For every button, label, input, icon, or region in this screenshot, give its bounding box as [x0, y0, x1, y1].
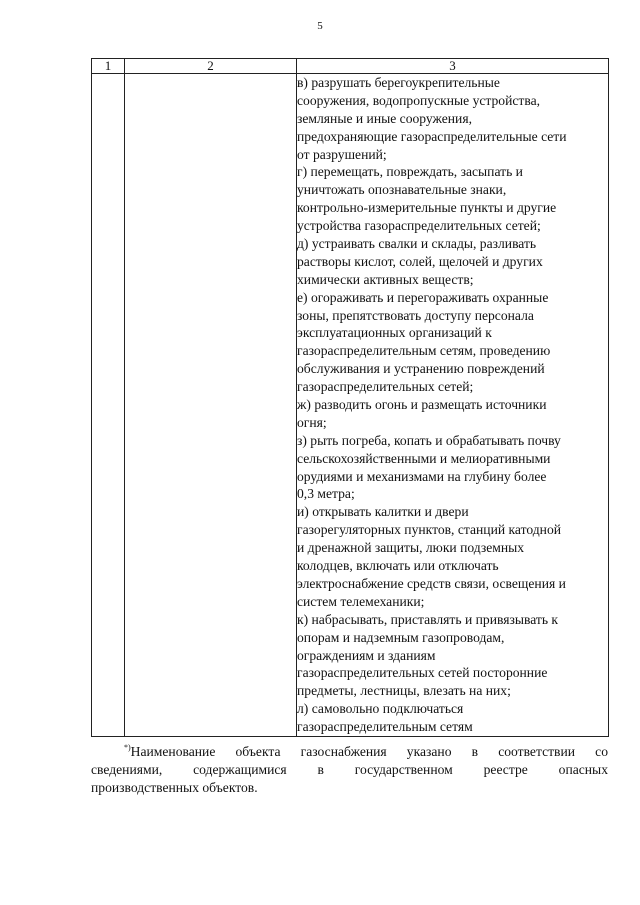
cell-col-2 — [125, 74, 297, 737]
footnote-line-3: производственных объектов. — [91, 780, 258, 795]
restriction-line: электроснабжение средств связи, освещения и — [297, 575, 566, 591]
cell-col-1 — [92, 74, 125, 737]
restriction-line: в) разрушать берегоукрепительные — [297, 75, 500, 90]
restriction-line: устройства газораспределительных сетей; — [297, 218, 541, 234]
restriction-line: газораспределительных сетей посторонние — [297, 665, 548, 681]
footnote — [91, 743, 608, 797]
restriction-line: химически активных веществ; — [297, 271, 474, 287]
restriction-line: уничтожать опознавательные знаки, — [297, 182, 507, 198]
restriction-line: е) огораживать и перегораживать охранные — [297, 289, 549, 305]
restriction-line: контрольно-измерительные пункты и другие — [297, 200, 557, 216]
restriction-line: предметы, лестницы, влезать на них; — [297, 683, 511, 699]
footnote-line-2: сведениями, содержащимися в государственном реестре опасных — [91, 762, 608, 777]
column-header-3: 3 — [297, 59, 609, 74]
restriction-line: сельскохозяйственными и мелиоративными — [297, 450, 551, 466]
restriction-line: предохраняющие газораспределительные сети — [297, 128, 567, 144]
footnote-text-1: Наименование объекта газоснабжения указано в соответствии со — [130, 744, 608, 759]
restriction-line: растворы кислот, солей, щелочей и других — [297, 253, 543, 269]
restriction-line: ограждениям и зданиям — [297, 647, 436, 663]
cell-col-3-restrictions — [297, 74, 609, 737]
restriction-line: огня; — [297, 414, 327, 430]
restriction-line: з) рыть погреба, копать и обрабатывать почву — [297, 432, 561, 448]
restriction-line: эксплуатационных организаций к — [297, 325, 492, 341]
restriction-line: опорам и надземным газопроводам, — [297, 629, 505, 645]
restriction-line: и дренажной защиты, люки подземных — [297, 540, 525, 556]
restriction-line: к) набрасывать, приставлять и привязывать к — [297, 611, 559, 627]
restriction-line: и) открывать калитки и двери — [297, 504, 469, 520]
restriction-line: д) устраивать свалки и склады, разливать — [297, 236, 537, 252]
restriction-line: орудиями и механизмами на глубину более — [297, 468, 547, 484]
restriction-line: газораспределительных сетей; — [297, 379, 474, 395]
column-header-2: 2 — [125, 59, 297, 74]
restriction-line: от разрушений; — [297, 146, 387, 162]
restrictions-list — [297, 74, 608, 736]
column-header-1: 1 — [92, 59, 125, 74]
restriction-line: земляные и иные сооружения, — [297, 110, 472, 126]
restriction-line: систем телемеханики; — [297, 593, 425, 609]
footnote-marker: *) — [124, 743, 131, 752]
restriction-line: колодцев, включать или отключать — [297, 558, 499, 574]
restriction-line: зоны, препятствовать доступу персонала — [297, 307, 534, 323]
table-header-row — [92, 59, 609, 74]
restriction-line: сооружения, водопропускные устройства, — [297, 92, 541, 108]
restriction-line: газораспределительным сетям, проведению — [297, 343, 551, 359]
page-number: 5 — [317, 20, 323, 32]
restriction-line: ж) разводить огонь и размещать источники — [297, 397, 547, 413]
restriction-line: г) перемещать, повреждать, засыпать и — [297, 164, 523, 180]
restriction-line: газорегуляторных пунктов, станций катодной — [297, 522, 562, 538]
restriction-line: газораспределительным сетям — [297, 719, 473, 735]
restriction-line: л) самовольно подключаться — [297, 701, 464, 717]
table-row — [92, 74, 609, 737]
restriction-line: 0,3 метра; — [297, 486, 355, 502]
restriction-line: обслуживания и устранению повреждений — [297, 361, 545, 377]
requirements-table — [91, 58, 609, 737]
footnote-line-1 — [91, 743, 608, 761]
